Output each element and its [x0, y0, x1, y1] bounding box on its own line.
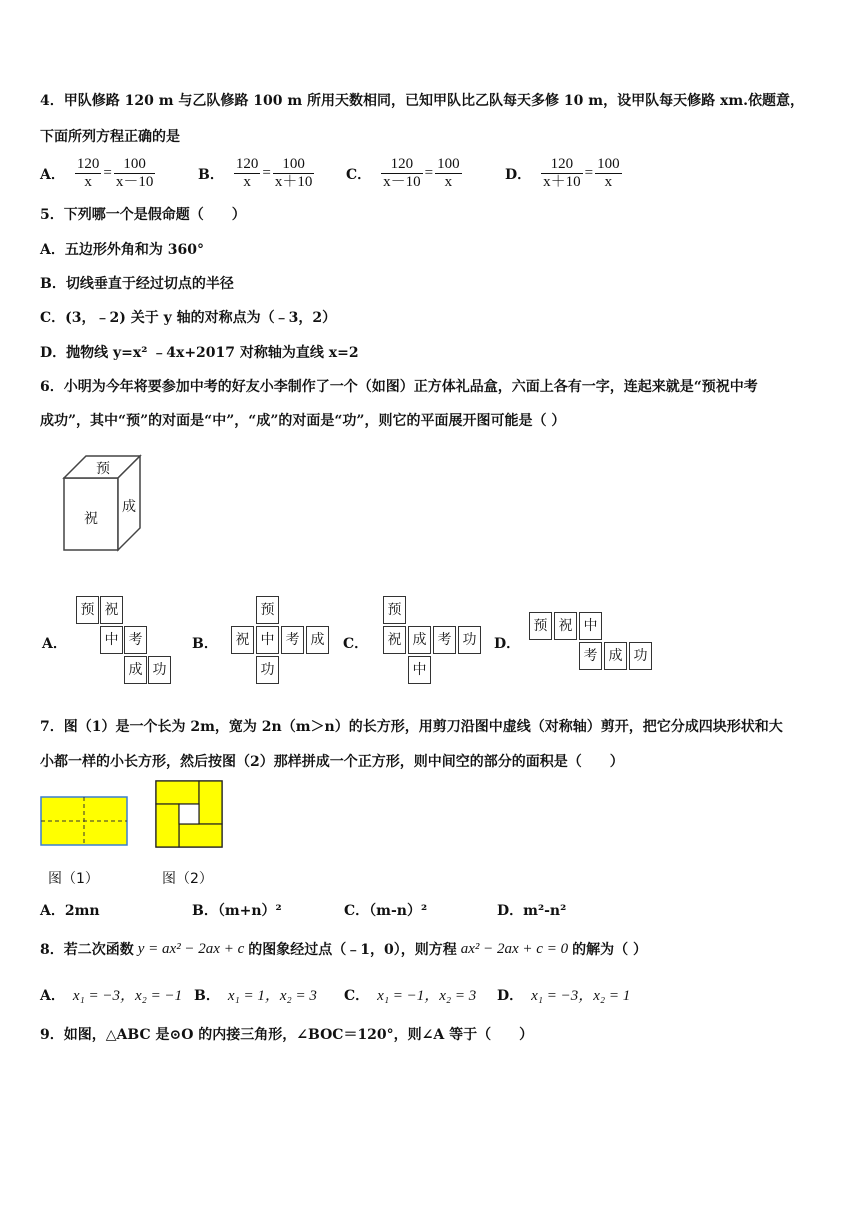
q4-option-b: B． $\frac{120}{x}$ = $\frac{100}{x+10}$ — [198, 156, 313, 190]
q7-option-d: D．m²-n² — [497, 903, 567, 919]
q6-net-b — [231, 596, 331, 688]
net-cell: 成 — [604, 642, 627, 670]
fraction: $\frac{120}{x+10}$ — [543, 156, 581, 190]
q7-stem-line1: 7．图（1）是一个长为 2m，宽为 2n（m＞n）的长方形，用剪刀沿图中虚线（对称轴）剪开，把它分成四块形状和大 — [40, 719, 783, 735]
net-cell: 预 — [256, 596, 279, 624]
q4-option-c: C． $\frac{120}{x-10}$ = $\frac{100}{x}$ — [346, 156, 460, 190]
q4-stem-line1: 4．甲队修路 120 m 与乙队修路 100 m 所用天数相同，已知甲队比乙队每天多修 10 m，设甲队每天修路 xm.依题意， — [40, 93, 805, 109]
net-cell: 祝 — [100, 596, 123, 624]
q6-option-d-label: D． — [494, 636, 521, 652]
q8-stem: 8．若二次函数 y = ax² − 2ax + c 的图象经过点（﹣1，0），则方程 ax² − 2ax + c = 0 的解为（ ） — [40, 940, 647, 958]
fraction: $\frac{100}{x}$ — [597, 156, 620, 190]
q7-figure-2 — [155, 780, 225, 850]
q6-stem-line2: 成功”，其中“预”的对面是“中”，“成”的对面是“功”，则它的平面展开图可能是（ ） — [40, 413, 566, 429]
net-cell: 祝 — [231, 626, 254, 654]
q6-option-c-label: C． — [343, 636, 369, 652]
q6-stem-line1: 6．小明为今年将要参加中考的好友小李制作了一个（如图）正方体礼品盒，六面上各有一字，连起来就是“预祝中考 — [40, 379, 758, 395]
net-cell: 祝 — [383, 626, 406, 654]
q9-stem: 9．如图，△ABC 是⊙O 的内接三角形，∠BOC＝120°，则∠A 等于（ ） — [40, 1027, 534, 1043]
fraction: $\frac{120}{x}$ — [76, 156, 100, 190]
net-cell: 成 — [124, 656, 147, 684]
net-cell: 考 — [579, 642, 602, 670]
net-cell: 中 — [256, 626, 279, 654]
q6-net-a — [76, 596, 176, 688]
fraction: $\frac{120}{x}$ — [235, 156, 259, 190]
fraction: $\frac{100}{x}$ — [437, 156, 460, 190]
q5-stem: 5．下列哪一个是假命题（ ） — [40, 207, 246, 223]
cube-top-face: 预 — [96, 461, 110, 477]
q8-option-c: C． x₁ = −1，x₂ = 3 — [344, 988, 477, 1004]
fraction: $\frac{120}{x-10}$ — [383, 156, 421, 190]
cube-side-face: 成 — [122, 499, 136, 515]
net-cell: 祝 — [554, 612, 577, 640]
net-cell: 功 — [629, 642, 652, 670]
q8-function: y = ax² − 2ax + c — [137, 940, 245, 957]
q4-option-a: A． $\frac{120}{x}$ = $\frac{100}{x-10}$ — [40, 156, 154, 190]
cube-front-face: 祝 — [84, 511, 98, 527]
net-cell: 成 — [408, 626, 431, 654]
q6-option-a-label: A． — [42, 636, 67, 652]
q7-option-c: C．（m-n）² — [344, 903, 428, 919]
q7-option-a: A．2mn — [40, 903, 100, 919]
net-cell: 考 — [433, 626, 456, 654]
net-cell: 成 — [306, 626, 329, 654]
q5-option-d: D．抛物线 y=x² ﹣4x+2017 对称轴为直线 x=2 — [40, 345, 359, 361]
q5-option-b: B．切线垂直于经过切点的半径 — [40, 276, 234, 292]
q7-stem-line2: 小都一样的小长方形，然后按图（2）那样拼成一个正方形，则中间空的部分的面积是（ ） — [40, 754, 624, 770]
q8-option-d: D． x₁ = −3，x₂ = 1 — [497, 988, 631, 1004]
net-cell: 中 — [408, 656, 431, 684]
q5-option-c: C．(3，﹣2) 关于 y 轴的对称点为（﹣3，2） — [40, 310, 337, 326]
q7-figure-2-caption: 图（2） — [162, 871, 213, 887]
net-cell: 中 — [100, 626, 123, 654]
q5-option-a: A．五边形外角和为 360° — [40, 242, 204, 258]
net-cell: 功 — [458, 626, 481, 654]
q7-figure-1 — [40, 796, 130, 848]
q6-option-b-label: B． — [192, 636, 218, 652]
cube-figure — [60, 452, 146, 554]
net-cell: 中 — [579, 612, 602, 640]
q7-figure-1-caption: 图（1） — [48, 871, 99, 887]
net-cell: 预 — [76, 596, 99, 624]
q4-option-d: D． $\frac{120}{x+10}$ = $\frac{100}{x}$ — [505, 156, 620, 190]
net-cell: 考 — [124, 626, 147, 654]
q8-option-b: B． x₁ = 1，x₂ = 3 — [194, 988, 317, 1004]
q6-net-d — [529, 612, 659, 674]
net-cell: 功 — [148, 656, 171, 684]
net-cell: 功 — [256, 656, 279, 684]
net-cell: 预 — [529, 612, 552, 640]
net-cell: 预 — [383, 596, 406, 624]
fraction: $\frac{100}{x-10}$ — [115, 156, 154, 190]
q8-equation: ax² − 2ax + c = 0 — [460, 940, 569, 957]
q4-stem-line2: 下面所列方程正确的是 — [40, 129, 180, 145]
q6-net-c — [383, 596, 483, 688]
q8-option-a: A． x₁ = −3，x₂ = −1 — [40, 988, 183, 1004]
q7-option-b: B．（m+n）² — [192, 903, 282, 919]
net-cell: 考 — [281, 626, 304, 654]
fraction: $\frac{100}{x+10}$ — [274, 156, 313, 190]
